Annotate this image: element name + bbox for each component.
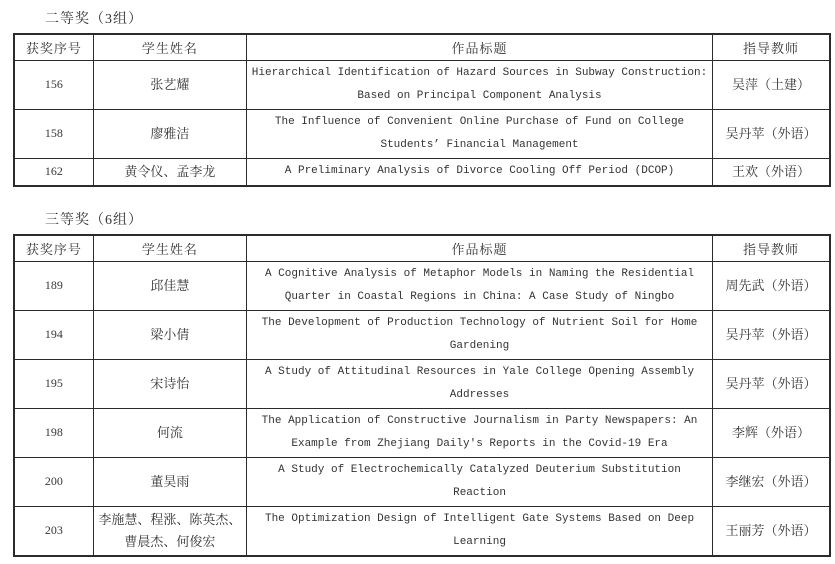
column-header-student-name: 学生姓名: [93, 34, 246, 60]
work-title: A Preliminary Analysis of Divorce Cooling Off Period (DCOP): [247, 158, 713, 186]
column-header-work-title: 作品标题: [247, 235, 713, 261]
awards-table-third-prize: [13, 234, 831, 557]
table-row: [14, 109, 830, 158]
table-row: [14, 457, 830, 506]
award-no: 158: [14, 109, 93, 158]
work-title: The Influence of Convenient Online Purchase of Fund on College Students’ Financial Management: [247, 109, 713, 158]
teacher-name: 吴萍（土建）: [712, 60, 830, 109]
teacher-name: 王欢（外语）: [712, 158, 830, 186]
column-header-teacher: 指导教师: [712, 34, 830, 60]
work-title: A Study of Electrochemically Catalyzed Deuterium Substitution Reaction: [247, 457, 713, 506]
section-third-prize: [13, 209, 831, 557]
student-name: 宋诗怡: [93, 359, 246, 408]
student-name: 何流: [93, 408, 246, 457]
awards-table-second-prize: [13, 33, 831, 187]
teacher-name: 吴丹苹（外语）: [712, 109, 830, 158]
award-no: 156: [14, 60, 93, 109]
student-name: 廖雅洁: [93, 109, 246, 158]
award-no: 195: [14, 359, 93, 408]
award-no: 198: [14, 408, 93, 457]
table-row: [14, 506, 830, 556]
teacher-name: 吴丹苹（外语）: [712, 359, 830, 408]
award-no: 200: [14, 457, 93, 506]
award-no: 194: [14, 310, 93, 359]
student-name: 邱佳慧: [93, 261, 246, 310]
table-row: [14, 408, 830, 457]
teacher-name: 吴丹苹（外语）: [712, 310, 830, 359]
table-row: [14, 60, 830, 109]
student-name: 梁小倩: [93, 310, 246, 359]
award-no: 203: [14, 506, 93, 556]
column-header-award-no: 获奖序号: [14, 34, 93, 60]
work-title: Hierarchical Identification of Hazard Sources in Subway Construction: Based on Principal Component Analysis: [247, 60, 713, 109]
teacher-name: 王丽芳（外语）: [712, 506, 830, 556]
work-title: A Cognitive Analysis of Metaphor Models in Naming the Residential Quarter in Coastal Regions in China: A Case Study of Ningbo: [247, 261, 713, 310]
award-no: 189: [14, 261, 93, 310]
student-name: 董昊雨: [93, 457, 246, 506]
section-title: 二等奖（3组）: [45, 12, 143, 27]
student-name: 李施慧、程涨、陈英杰、曹晨杰、何俊宏: [93, 506, 246, 556]
award-no: 162: [14, 158, 93, 186]
table-row: [14, 261, 830, 310]
student-name: 黄令仪、孟李龙: [93, 158, 246, 186]
teacher-name: 李继宏（外语）: [712, 457, 830, 506]
table-row: [14, 359, 830, 408]
section-second-prize: [13, 8, 831, 187]
column-header-teacher: 指导教师: [712, 235, 830, 261]
table-row: [14, 310, 830, 359]
work-title: The Optimization Design of Intelligent Gate Systems Based on Deep Learning: [247, 506, 713, 556]
table-header-row: [14, 34, 830, 60]
work-title: The Application of Constructive Journalism in Party Newspapers: An Example from Zhejiang Daily's Reports in the Covid-19 Era: [247, 408, 713, 457]
teacher-name: 李辉（外语）: [712, 408, 830, 457]
student-name: 张艺耀: [93, 60, 246, 109]
column-header-student-name: 学生姓名: [93, 235, 246, 261]
table-header-row: [14, 235, 830, 261]
table-row: [14, 158, 830, 186]
column-header-award-no: 获奖序号: [14, 235, 93, 261]
teacher-name: 周先武（外语）: [712, 261, 830, 310]
work-title: The Development of Production Technology of Nutrient Soil for Home Gardening: [247, 310, 713, 359]
section-title: 三等奖（6组）: [45, 213, 143, 228]
work-title: A Study of Attitudinal Resources in Yale College Opening Assembly Addresses: [247, 359, 713, 408]
column-header-work-title: 作品标题: [247, 34, 713, 60]
